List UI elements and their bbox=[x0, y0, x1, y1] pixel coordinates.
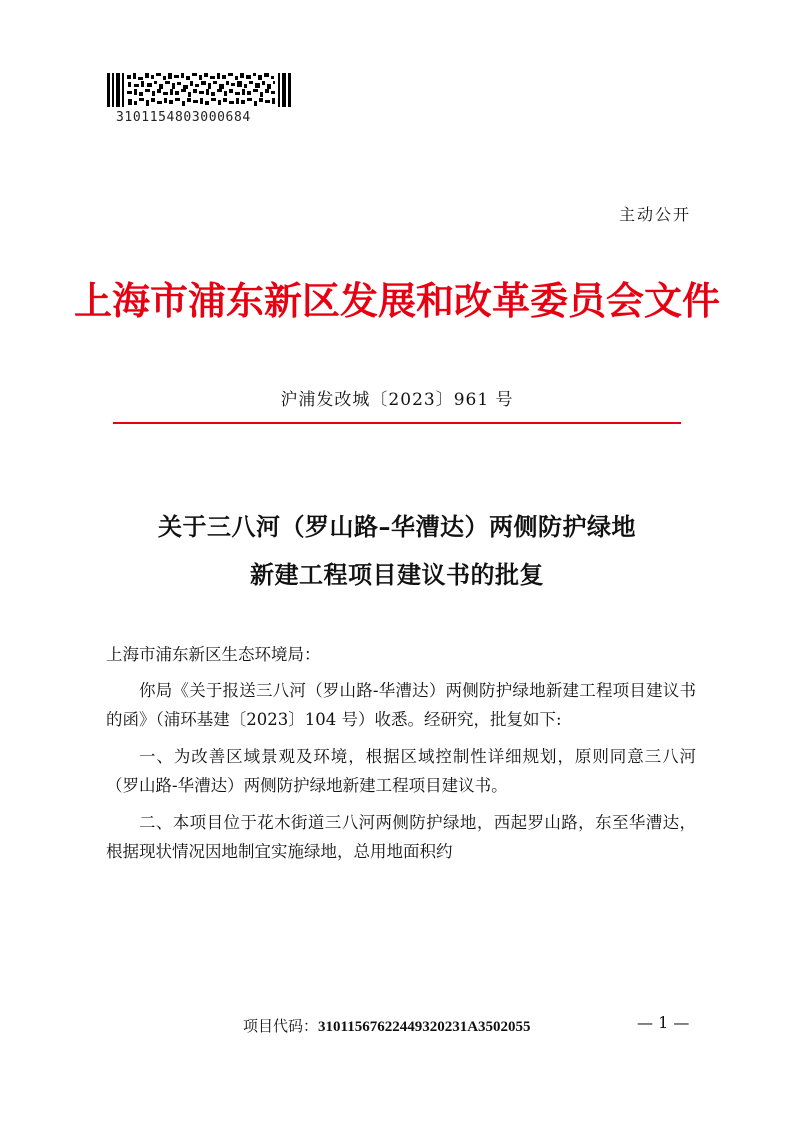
body-paragraph: 二、本项目位于花木街道三八河两侧防护绿地，西起罗山路，东至华漕达，根据现状情况因地制宜实施绿地，总用地面积约 bbox=[106, 813, 696, 861]
project-code: 31011567622449320231A3502055 bbox=[318, 1019, 531, 1035]
document-title-line-2: 新建工程项目建议书的批复 bbox=[250, 560, 544, 589]
project-code-label: 项目代码： bbox=[243, 1017, 319, 1035]
barcode-icon bbox=[107, 73, 291, 107]
body-paragraph: 一、为改善区域景观及环境，根据区域控制性详细规划，原则同意三八河（罗山路-华漕达）两侧防护绿地新建工程项目建议书。 bbox=[106, 747, 696, 795]
project-code-footer bbox=[243, 1015, 531, 1036]
addressee: 上海市浦东新区生态环境局： bbox=[106, 645, 321, 664]
agency-header-title: 上海市浦东新区发展和改革委员会文件 bbox=[73, 278, 720, 323]
document-serial-number: 3101154803000684 bbox=[116, 110, 251, 125]
document-number: 沪浦发改城〔2023〕961 号 bbox=[280, 390, 514, 410]
page-number: — 1 — bbox=[637, 1013, 690, 1032]
disclosure-label: 主动公开 bbox=[618, 205, 691, 224]
red-divider-line bbox=[113, 422, 681, 424]
document-body bbox=[106, 640, 696, 874]
document-title-line-1: 关于三八河（罗山路–华漕达）两侧防护绿地 bbox=[158, 512, 636, 541]
body-paragraph: 你局《关于报送三八河（罗山路-华漕达）两侧防护绿地新建工程项目建议书的函》（浦环基建〔2023〕104 号）收悉。经研究，批复如下: bbox=[106, 681, 696, 729]
